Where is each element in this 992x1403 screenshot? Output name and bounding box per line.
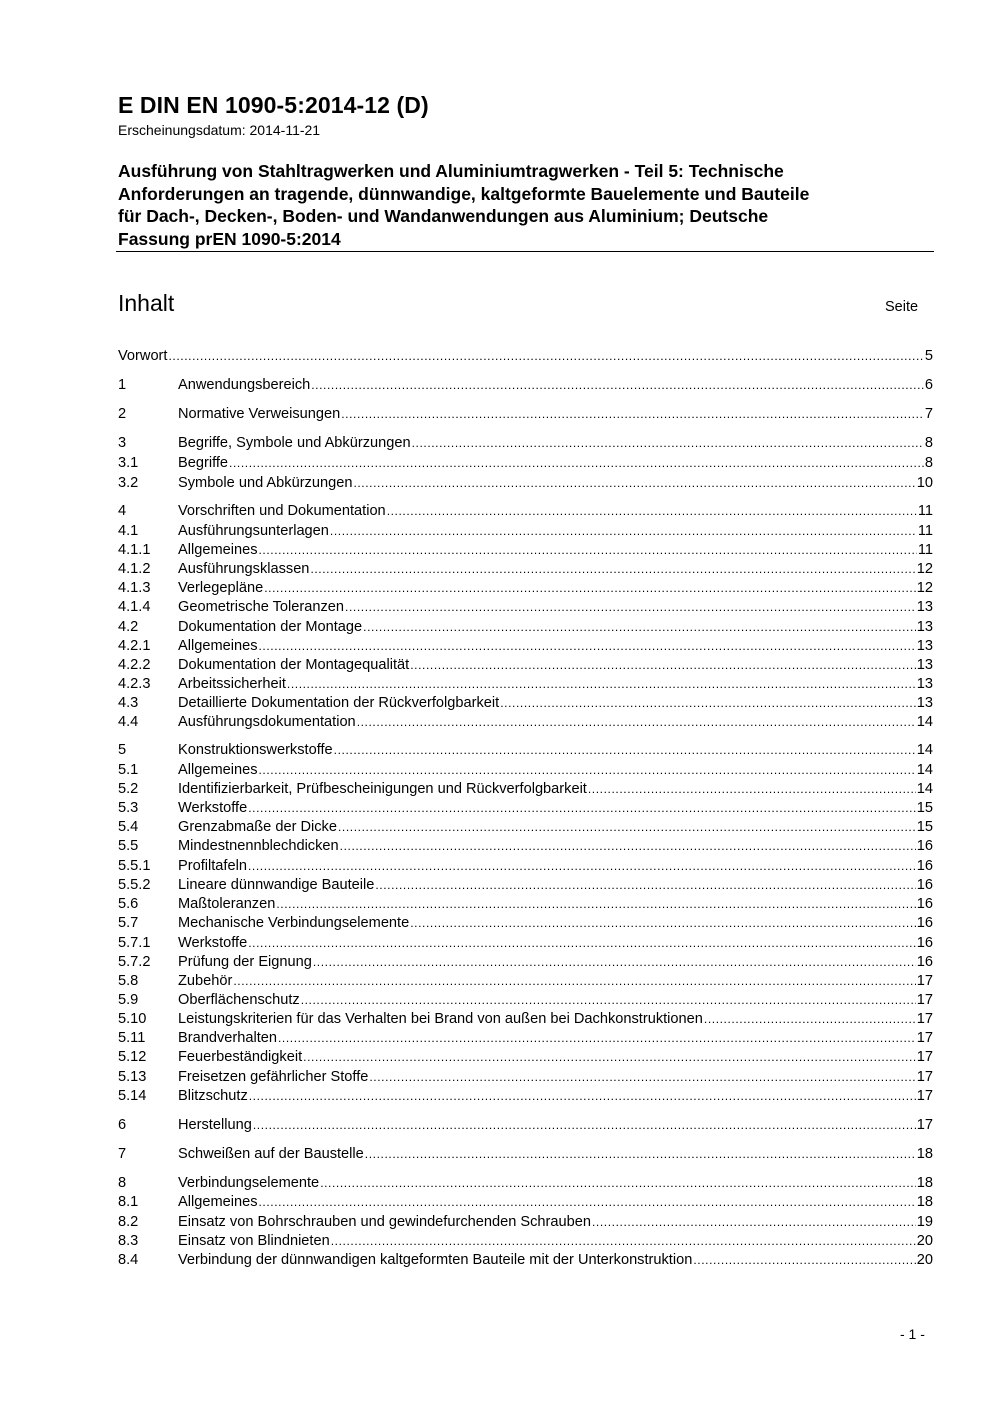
toc-entry[interactable]	[118, 1010, 933, 1029]
toc-entry-title: Verbindungselemente	[178, 1175, 320, 1191]
document-id: E DIN EN 1090-5:2014-12 (D)	[118, 92, 429, 118]
toc-leader-dots	[249, 1087, 916, 1106]
toc-leader-dots	[303, 1048, 916, 1067]
toc-entry-number: 2	[118, 406, 127, 422]
toc-entry-title: Allgemeines	[178, 1194, 258, 1210]
toc-entry[interactable]	[118, 741, 933, 760]
toc-entry-number: 5.9	[118, 992, 139, 1008]
toc-entry-number: 8.4	[118, 1252, 139, 1268]
toc-entry-number: 4.3	[118, 695, 139, 711]
toc-entry-number: 4.2.3	[118, 676, 151, 692]
toc-entry-number: 4.1	[118, 523, 139, 539]
toc-leader-dots	[259, 637, 916, 656]
toc-entry-number: 4.2.1	[118, 638, 151, 654]
toc-entry[interactable]	[118, 1213, 933, 1232]
toc-entry[interactable]	[118, 1029, 933, 1048]
toc-entry-number: 5.7	[118, 915, 139, 931]
toc-entry[interactable]	[118, 713, 933, 732]
toc-entry-number: 5.3	[118, 800, 139, 816]
toc-entry-title: Lineare dünnwandige Bauteile	[178, 877, 375, 893]
toc-leader-dots	[410, 914, 916, 933]
toc-entry[interactable]	[118, 857, 933, 876]
toc-leader-dots	[264, 579, 916, 598]
toc-leader-dots	[340, 837, 916, 856]
toc-entry-page: 13	[916, 676, 933, 692]
toc-entry[interactable]	[118, 914, 933, 933]
toc-entry[interactable]	[118, 1048, 933, 1067]
toc-leader-dots	[301, 991, 916, 1010]
toc-entry[interactable]	[118, 1193, 933, 1212]
toc-entry[interactable]	[118, 972, 933, 991]
toc-entry-title: Mindestnennblechdicken	[178, 838, 339, 854]
toc-entry-page: 17	[916, 1069, 933, 1085]
toc-entry-page: 16	[916, 838, 933, 854]
toc-entry[interactable]	[118, 618, 933, 637]
toc-entry[interactable]	[118, 934, 933, 953]
toc-entry-page: 18	[916, 1175, 933, 1191]
toc-entry-page: 11	[917, 542, 933, 558]
toc-entry[interactable]	[118, 694, 933, 713]
toc-entry-page: 17	[916, 1088, 933, 1104]
toc-entry-page: 11	[917, 523, 933, 539]
toc-entry-title: Werkstoffe	[178, 935, 248, 951]
toc-entry-number: 5.5	[118, 838, 139, 854]
toc-entry-number: 3.1	[118, 455, 139, 471]
toc-leader-dots	[259, 761, 916, 780]
toc-entry-number: 5.13	[118, 1069, 147, 1085]
toc-entry[interactable]	[118, 1116, 933, 1135]
toc-entry-title: Profiltafeln	[178, 858, 247, 874]
toc-entry-title: Identifizierbarkeit, Prüfbescheinigungen und Rückverfolgbarkeit	[178, 781, 587, 797]
toc-entry-number: 8.2	[118, 1214, 139, 1230]
title-line: Ausführung von Stahltragwerken und Aluminiumtragwerken - Teil 5: Technische	[118, 161, 784, 181]
toc-entry-title: Zubehör	[178, 973, 233, 989]
toc-entry-title: Symbole und Abkürzungen	[178, 475, 353, 491]
toc-entry[interactable]	[118, 434, 933, 453]
toc-entry-number: 4.1.2	[118, 561, 151, 577]
toc-entry-page: 16	[916, 877, 933, 893]
publication-date: Erscheinungsdatum: 2014-11-21	[118, 122, 321, 138]
toc-entry-title: Begriffe	[178, 455, 229, 471]
toc-entry-page: 15	[916, 800, 933, 816]
toc-entry-title: Prüfung der Eignung	[178, 954, 312, 970]
toc-entry-title: Feuerbeständigkeit	[178, 1049, 303, 1065]
toc-entry-page: 8	[924, 435, 933, 451]
toc-leader-dots	[588, 780, 916, 799]
toc-entry-number: Vorwort	[118, 348, 168, 364]
toc-leader-dots	[363, 618, 916, 637]
toc-entry-page: 17	[916, 1049, 933, 1065]
toc-entry[interactable]	[118, 1174, 933, 1193]
toc-entry-title: Mechanische Verbindungselemente	[178, 915, 410, 931]
toc-entry-title: Einsatz von Blindnieten	[178, 1233, 330, 1249]
toc-entry-title: Brandverhalten	[178, 1030, 277, 1046]
toc-entry-page: 13	[916, 599, 933, 615]
toc-entry-title: Geometrische Toleranzen	[178, 599, 345, 615]
toc-entry-page: 18	[916, 1194, 933, 1210]
toc-entry-title: Allgemeines	[178, 542, 258, 558]
toc-leader-dots	[369, 1068, 915, 1087]
toc-entry-page: 19	[916, 1214, 933, 1230]
toc-entry-number: 5.5.1	[118, 858, 151, 874]
toc-entry-page: 20	[916, 1233, 933, 1249]
toc-entry-title: Konstruktionswerkstoffe	[178, 742, 333, 758]
toc-entry-page: 8	[924, 455, 933, 471]
toc-entry[interactable]	[118, 1145, 933, 1164]
toc-entry-title: Schweißen auf der Baustelle	[178, 1146, 364, 1162]
toc-leader-dots	[168, 347, 923, 366]
toc-leader-dots	[704, 1010, 916, 1029]
toc-leader-dots	[500, 694, 916, 713]
toc-entry-page: 13	[916, 657, 933, 673]
toc-entry-title: Allgemeines	[178, 638, 258, 654]
toc-leader-dots	[248, 857, 916, 876]
toc-leader-dots	[334, 741, 916, 760]
toc-entry-page: 18	[916, 1146, 933, 1162]
toc-entry-title: Begriffe, Symbole und Abkürzungen	[178, 435, 411, 451]
toc-entry-page: 7	[924, 406, 933, 422]
toc-entry-title: Dokumentation der Montagequalität	[178, 657, 410, 673]
toc-entry-page: 16	[916, 915, 933, 931]
toc-page-column-label: Seite	[885, 299, 919, 315]
toc-entry-title: Oberflächenschutz	[178, 992, 300, 1008]
toc-entry-page: 14	[916, 762, 933, 778]
toc-entry-page: 17	[916, 1117, 933, 1133]
toc-entry-page: 16	[916, 858, 933, 874]
toc-entry[interactable]	[118, 837, 933, 856]
toc-leader-dots	[412, 434, 924, 453]
toc-leader-dots	[387, 502, 917, 521]
toc-entry-number: 5.2	[118, 781, 139, 797]
toc-entry[interactable]	[118, 1232, 933, 1251]
toc-entry-title: Grenzabmaße der Dicke	[178, 819, 337, 835]
toc-leader-dots	[276, 895, 915, 914]
toc-leader-dots	[693, 1251, 915, 1270]
toc-entry-number: 4.1.4	[118, 599, 151, 615]
toc-leader-dots	[592, 1213, 916, 1232]
toc-entry-page: 14	[916, 714, 933, 730]
toc-entry-title: Detaillierte Dokumentation der Rückverfolgbarkeit	[178, 695, 500, 711]
toc-entry-page: 13	[916, 619, 933, 635]
toc-entry[interactable]	[118, 799, 933, 818]
toc-leader-dots	[330, 522, 917, 541]
toc-entry[interactable]	[118, 876, 933, 895]
toc-entry[interactable]	[118, 598, 933, 617]
toc-entry-number: 5.12	[118, 1049, 147, 1065]
toc-entry[interactable]	[118, 1087, 933, 1106]
toc-entry-title: Leistungskriterien für das Verhalten bei Brand von außen bei Dachkonstruktionen	[178, 1011, 703, 1027]
toc-entry[interactable]	[118, 1068, 933, 1087]
toc-leader-dots	[311, 376, 924, 395]
toc-entry-number: 4	[118, 503, 127, 519]
toc-leader-dots	[320, 1174, 916, 1193]
toc-entry-title: Vorschriften und Dokumentation	[178, 503, 386, 519]
toc-entry-number: 8.1	[118, 1194, 139, 1210]
toc-entry[interactable]	[118, 895, 933, 914]
toc-entry-number: 3.2	[118, 475, 139, 491]
toc-entry-page: 13	[916, 638, 933, 654]
toc-entry[interactable]	[118, 560, 933, 579]
toc-entry-title: Ausführungsklassen	[178, 561, 310, 577]
toc-entry-title: Verbindung der dünnwandigen kaltgeformten Bauteile mit der Unterkonstruktion	[178, 1252, 693, 1268]
toc-entry-page: 17	[916, 1011, 933, 1027]
toc-entry-number: 5.1	[118, 762, 139, 778]
toc-entry-title: Anwendungsbereich	[178, 377, 311, 393]
toc-leader-dots	[353, 474, 915, 493]
toc-entry-number: 5.8	[118, 973, 139, 989]
toc-entry-page: 16	[916, 896, 933, 912]
toc-entry-number: 5.14	[118, 1088, 147, 1104]
toc-entry-number: 5.11	[118, 1030, 146, 1046]
toc-entry-number: 8.3	[118, 1233, 139, 1249]
toc-entry[interactable]	[118, 991, 933, 1010]
toc-entry-page: 20	[916, 1252, 933, 1268]
toc-leader-dots	[248, 934, 916, 953]
toc-entry-page: 6	[924, 377, 933, 393]
toc-leader-dots	[310, 560, 915, 579]
toc-entry-title: Einsatz von Bohrschrauben und gewindefurchenden Schrauben	[178, 1214, 591, 1230]
toc-entry[interactable]	[118, 579, 933, 598]
toc-leader-dots	[248, 799, 916, 818]
toc-entry-number: 4.2.2	[118, 657, 151, 673]
toc-entry-number: 5.7.1	[118, 935, 151, 951]
toc-entry-page: 14	[916, 742, 933, 758]
toc-entry-number: 5.6	[118, 896, 139, 912]
toc-leader-dots	[313, 953, 916, 972]
title-line: Anforderungen an tragende, dünnwandige, kaltgeformte Bauelemente und Bauteile	[118, 183, 810, 204]
toc-heading: Inhalt	[118, 290, 175, 316]
toc-leader-dots	[259, 1193, 916, 1212]
toc-entry-number: 4.1.1	[118, 542, 151, 558]
toc-leader-dots	[365, 1145, 916, 1164]
toc-entry[interactable]	[118, 522, 933, 541]
toc-entry-number: 6	[118, 1117, 127, 1133]
toc-entry[interactable]	[118, 656, 933, 675]
toc-leader-dots	[259, 541, 917, 560]
toc-entry-page: 14	[916, 781, 933, 797]
toc-leader-dots	[233, 972, 915, 991]
toc-entry[interactable]	[118, 376, 933, 395]
toc-entry-title: Verlegepläne	[178, 580, 264, 596]
toc-entry-page: 11	[917, 503, 933, 519]
toc-entry-page: 12	[916, 580, 933, 596]
toc-entry-page: 17	[916, 973, 933, 989]
toc-entry-number: 1	[118, 377, 127, 393]
toc-entry-number: 5.7.2	[118, 954, 151, 970]
toc-entry-title: Allgemeines	[178, 762, 258, 778]
toc-leader-dots	[375, 876, 915, 895]
toc-entry-number: 3	[118, 435, 127, 451]
toc-entry-number: 8	[118, 1175, 127, 1191]
toc-entry[interactable]	[118, 675, 933, 694]
title-line: für Dach-, Decken-, Boden- und Wandanwendungen aus Aluminium; Deutsche	[118, 206, 769, 227]
toc-entry-page: 17	[916, 1030, 933, 1046]
toc-entry-title: Freisetzen gefährlicher Stoffe	[178, 1069, 369, 1085]
toc-entry-page: 10	[916, 475, 933, 491]
toc-leader-dots	[331, 1232, 916, 1251]
toc-entry[interactable]	[118, 818, 933, 837]
toc-entry[interactable]	[118, 541, 933, 560]
toc-entry-page: 16	[916, 954, 933, 970]
toc-entry[interactable]	[118, 474, 933, 493]
title-divider	[116, 251, 934, 252]
toc-leader-dots	[229, 454, 924, 473]
toc-entry[interactable]	[118, 780, 933, 799]
toc-entry-number: 5.10	[118, 1011, 147, 1027]
toc-entry-page: 5	[924, 348, 933, 364]
toc-entry-number: 4.2	[118, 619, 139, 635]
toc-entry-title: Ausführungsdokumentation	[178, 714, 356, 730]
document-title	[118, 160, 938, 251]
toc-entry[interactable]	[118, 502, 933, 521]
toc-entry[interactable]	[118, 1251, 933, 1270]
toc-leader-dots	[253, 1116, 916, 1135]
toc-entry-number: 5.5.2	[118, 877, 151, 893]
toc-entry-number: 4.4	[118, 714, 139, 730]
toc-entry-number: 5.4	[118, 819, 139, 835]
toc-leader-dots	[341, 405, 924, 424]
toc-entry-title: Arbeitssicherheit	[178, 676, 286, 692]
toc-entry-title: Blitzschutz	[178, 1088, 248, 1104]
toc-entry-number: 4.1.3	[118, 580, 151, 596]
toc-entry-page: 13	[916, 695, 933, 711]
toc-entry[interactable]	[118, 405, 933, 424]
toc-entry[interactable]	[118, 637, 933, 656]
toc-entry-number: 7	[118, 1146, 127, 1162]
toc-entry[interactable]	[118, 454, 933, 473]
toc-leader-dots	[345, 598, 916, 617]
toc-entry-page: 15	[916, 819, 933, 835]
toc-entry-number: 5	[118, 742, 127, 758]
toc-entry-title: Werkstoffe	[178, 800, 248, 816]
toc-entry[interactable]	[118, 953, 933, 972]
toc-entry-title: Maßtoleranzen	[178, 896, 276, 912]
toc-entry-title: Herstellung	[178, 1117, 252, 1133]
toc-entry-page: 17	[916, 992, 933, 1008]
toc-entry-page: 16	[916, 935, 933, 951]
toc-entry-title: Dokumentation der Montage	[178, 619, 363, 635]
title-line: Fassung prEN 1090-5:2014	[118, 229, 341, 250]
toc-entry-title: Ausführungsunterlagen	[178, 523, 329, 539]
toc-entry[interactable]	[118, 347, 933, 366]
toc-entry[interactable]	[118, 761, 933, 780]
toc-entry-title: Normative Verweisungen	[178, 406, 341, 422]
toc-leader-dots	[357, 713, 916, 732]
toc-leader-dots	[410, 656, 916, 675]
toc-entry-page: 12	[916, 561, 933, 577]
page-number: - 1 -	[900, 1326, 925, 1342]
toc-leader-dots	[287, 675, 916, 694]
toc-leader-dots	[278, 1029, 916, 1048]
toc-leader-dots	[338, 818, 916, 837]
